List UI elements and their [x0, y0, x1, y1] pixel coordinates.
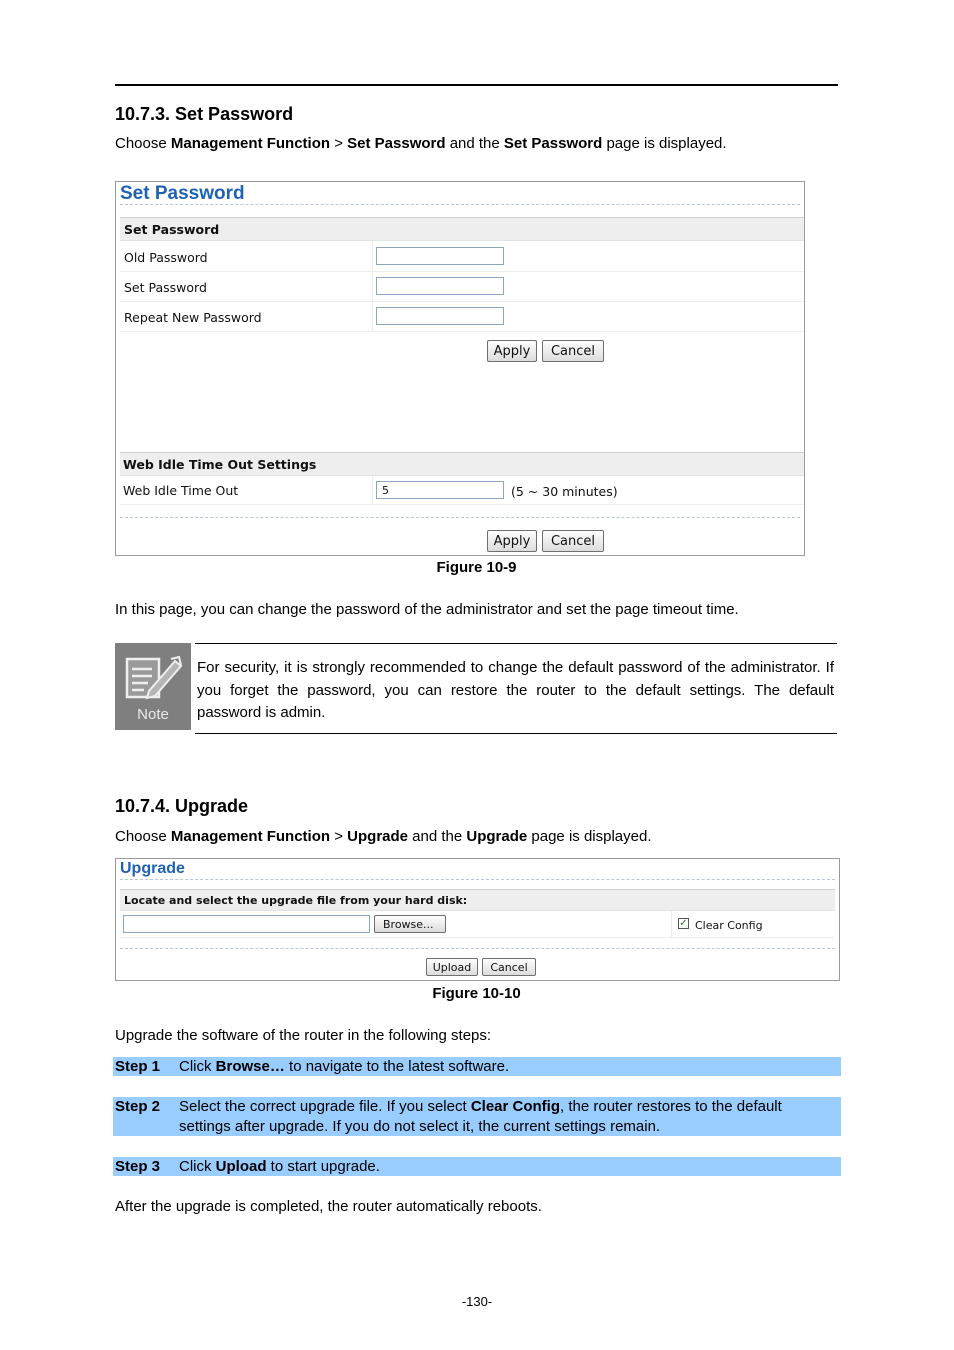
upgrade-file-input[interactable]	[123, 915, 370, 933]
section-intro-upgrade: Choose Management Function > Upgrade and the Upgrade page is displayed.	[115, 828, 652, 845]
panel-title: Set Password	[120, 183, 245, 204]
upgrade-bottom-divider	[120, 948, 835, 949]
old-password-input[interactable]	[376, 247, 504, 265]
apply-button[interactable]: Apply	[487, 340, 537, 362]
top-rule	[115, 84, 838, 86]
note-icon-label: Note	[137, 706, 169, 723]
bottom-divider	[120, 517, 800, 518]
upgrade-panel	[115, 858, 840, 981]
paragraph-after-upgrade: After the upgrade is completed, the router automatically reboots.	[115, 1198, 542, 1215]
clear-config-checkbox[interactable]: ✓	[679, 918, 688, 929]
note-icon-box	[115, 643, 191, 730]
group-header-set-password: Set Password	[120, 217, 804, 241]
upload-button[interactable]: Upload	[426, 958, 478, 976]
note-top-rule	[195, 643, 837, 644]
upgrade-header: Locate and select the upgrade file from your hard disk:	[120, 889, 835, 911]
paragraph-upgrade-steps-intro: Upgrade the software of the router in the following steps:	[115, 1027, 492, 1044]
upgrade-file-row	[120, 911, 835, 938]
form-row-web-idle: Web Idle Time Out 5 (5 ~ 30 minutes)	[120, 476, 804, 505]
paragraph-set-password-desc: In this page, you can change the password of the administrator and set the page timeout time.	[115, 601, 739, 618]
idle-range-hint: (5 ~ 30 minutes)	[511, 484, 618, 499]
note-text: For security, it is strongly recommended to change the default password of the administrator. If you forget the password, you can restore the router to the default settings. The default password is admin.	[197, 659, 834, 721]
form-row-old-password: Old Password	[120, 241, 804, 272]
title-divider	[120, 204, 800, 205]
upgrade-panel-title: Upgrade	[120, 860, 185, 877]
note-bottom-rule	[195, 733, 837, 734]
web-idle-timeout-input[interactable]: 5	[376, 481, 504, 499]
upgrade-title-divider	[120, 879, 835, 880]
group-header-web-idle: Web Idle Time Out Settings	[120, 452, 804, 476]
section-heading-upgrade: 10.7.4. Upgrade	[115, 796, 249, 816]
upgrade-cancel-button[interactable]: Cancel	[482, 958, 536, 976]
figure-caption-10-10: Figure 10-10	[432, 985, 521, 1002]
cancel-button-idle[interactable]: Cancel	[542, 530, 604, 552]
step-2: Step 2 Select the correct upgrade file. If you select Clear Config, the router restores to the default settings after upgrade. If you do not select it, the current settings remain.	[113, 1097, 841, 1136]
repeat-password-input[interactable]	[376, 307, 504, 325]
step-3: Step 3 Click Upload to start upgrade.	[113, 1157, 841, 1176]
set-password-panel	[115, 181, 805, 556]
cancel-button[interactable]: Cancel	[542, 340, 604, 362]
apply-button-idle[interactable]: Apply	[487, 530, 537, 552]
step-1: Step 1 Click Browse… to navigate to the latest software.	[113, 1057, 841, 1076]
clear-config-label: Clear Config	[695, 919, 763, 932]
section-intro-set-password: Choose Management Function > Set Password and the Set Password page is displayed.	[115, 135, 727, 152]
page-number: -130-	[461, 1294, 493, 1309]
set-password-input[interactable]	[376, 277, 504, 295]
figure-caption-10-9: Figure 10-9	[436, 559, 517, 576]
form-row-repeat-password: Repeat New Password	[120, 301, 804, 332]
section-heading-set-password: 10.7.3. Set Password	[115, 104, 294, 124]
browse-button[interactable]: Browse...	[374, 915, 446, 933]
form-row-set-password: Set Password	[120, 271, 804, 302]
note-pencil-icon	[121, 651, 185, 703]
